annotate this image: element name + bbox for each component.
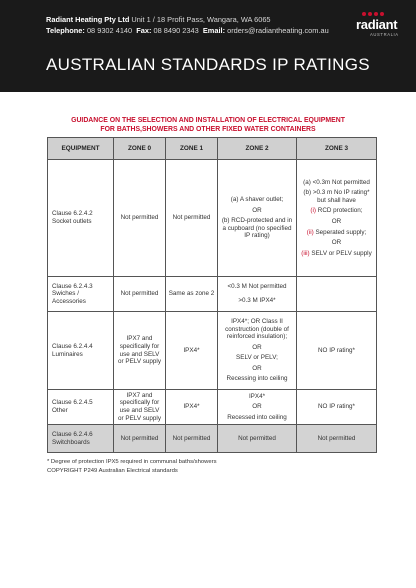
zone-2-option-b: SELV or PELV;	[236, 354, 278, 362]
company-address: Unit 1 / 18 Profit Pass, Wangara, WA 6065	[131, 15, 271, 24]
footnotes	[47, 458, 217, 475]
telephone-label: Telephone:	[46, 26, 85, 35]
table-row-socket-outlets	[48, 160, 377, 277]
header-zone-1: ZONE 1	[166, 138, 218, 160]
guidance-heading	[40, 116, 376, 134]
zone-1-cell: Same as zone 2	[166, 277, 218, 312]
company-address-line	[46, 15, 271, 24]
footnote-ipx5: * Degree of protection IPX5 required in communal baths/showers	[47, 459, 217, 465]
zone-3-option-ii	[299, 229, 374, 237]
zone-1-cell: IPX4*	[166, 390, 218, 425]
zone-3-cell	[297, 160, 377, 277]
table-row-switches	[48, 277, 377, 312]
table-header-row	[48, 138, 377, 160]
or-separator: OR	[252, 343, 262, 351]
header-equipment: EQUIPMENT	[48, 138, 114, 160]
equipment-label: Switchboards	[52, 438, 90, 446]
option-ii-text: Seperated supply;	[315, 228, 367, 236]
zone-0-cell: Not permitted	[114, 277, 166, 312]
or-separator: OR	[331, 218, 342, 225]
option-iii-number: (iii)	[301, 249, 310, 257]
zone-3-cell: NO IP rating*	[297, 390, 377, 425]
header-zone-3: ZONE 3	[297, 138, 377, 160]
zone-2-option-a: IPX4*; OR Class II construction (double of reinforced insulation);	[225, 317, 289, 341]
zone-2-option-a: IPX4*	[248, 392, 266, 400]
zone-3-cell: NO IP rating*	[297, 312, 377, 390]
header-zone-2: ZONE 2	[218, 138, 297, 160]
clause-label: Clause 6.2.4.5	[52, 399, 93, 407]
zone-3-cell: Not permitted	[297, 425, 377, 453]
guidance-line-2: FOR BATHS,SHOWERS AND OTHER FIXED WATER CONTAINERS	[100, 126, 316, 133]
or-separator: OR	[252, 364, 262, 372]
table-row-other	[48, 390, 377, 425]
equipment-label: Other	[52, 407, 68, 414]
equipment-cell	[48, 390, 114, 425]
contact-line	[46, 26, 329, 35]
zone-2-cell	[218, 277, 297, 312]
zone-0-cell: IPX7 and specifically for use and SELV or PELV supply	[114, 312, 166, 390]
equipment-cell	[48, 312, 114, 390]
equipment-label: Socket outlets	[52, 218, 92, 225]
radiant-logo	[354, 10, 404, 38]
guidance-line-1: GUIDANCE ON THE SELECTION AND INSTALLATION OF ELECTRICAL EQUIPMENT	[71, 117, 345, 124]
zone-3-option-b: (b) >0.3 m No IP rating* but shall have	[303, 189, 370, 204]
fax-number: 08 8490 2343	[153, 26, 199, 35]
equipment-cell	[48, 160, 114, 277]
zone-3-option-a: (a) <0.3m Not permitted	[303, 178, 370, 186]
equipment-label: Swiches / Accessories	[52, 290, 86, 305]
or-separator: OR	[252, 403, 262, 411]
zone-2-option-a: <0.3 M Not permitted	[227, 283, 287, 291]
page-header	[0, 0, 416, 92]
option-i-number: (i)	[310, 207, 317, 215]
clause-label: Clause 6.2.4.2	[52, 210, 93, 218]
equipment-label: Luminaires	[52, 350, 83, 358]
zone-2-option-b: >0.3 M IPX4*	[238, 297, 276, 304]
zone-3-option-i	[299, 207, 374, 215]
option-i-text: RCD protection;	[317, 207, 363, 215]
company-name: Radiant Heating Pty Ltd	[46, 15, 130, 24]
or-separator: OR	[331, 239, 342, 247]
table-row-switchboards	[48, 425, 377, 453]
email-address[interactable]: orders@radiantheating.com.au	[227, 26, 329, 35]
zone-1-cell: Not permitted	[166, 160, 218, 277]
zone-2-option-a: (a) A shaver outlet;	[230, 196, 284, 204]
ip-ratings-table	[47, 137, 377, 453]
fax-label: Fax:	[136, 26, 152, 35]
zone-2-option-b: Recessed into ceiling	[227, 413, 287, 421]
equipment-cell	[48, 425, 114, 453]
email-label: Email:	[202, 26, 226, 35]
zone-2-cell	[218, 160, 297, 277]
logo-wordmark: radiant	[356, 17, 398, 32]
option-iii-text: SELV or PELV supply	[311, 249, 372, 257]
zone-3-cell	[297, 277, 377, 312]
clause-label: Clause 6.2.4.6	[52, 430, 93, 438]
zone-2-cell	[218, 390, 297, 425]
zone-2-cell	[218, 312, 297, 390]
zone-1-cell: IPX4*	[166, 312, 218, 390]
zone-2-option-b: (b) RCD-protected and in a cupboard (no specified IP rating)	[221, 217, 293, 240]
header-zone-0: ZONE 0	[114, 138, 166, 160]
zone-1-cell: Not permitted	[166, 425, 218, 453]
telephone-number: 08 9302 4140	[86, 26, 133, 35]
zone-3-option-iii	[299, 250, 374, 258]
table-row-luminaires	[48, 312, 377, 390]
zone-2-option-c: Recessing into ceiling	[226, 375, 288, 383]
clause-label: Clause 6.2.4.4	[52, 342, 93, 350]
page-title: AUSTRALIAN STANDARDS IP RATINGS	[46, 55, 370, 74]
zone-0-cell: IPX7 and specifically for use and SELV or PELV supply	[114, 390, 166, 425]
option-ii-number: (ii)	[306, 228, 314, 236]
zone-2-cell: Not permitted	[218, 425, 297, 453]
footnote-copyright: COPYRIGHT P249 Australian Electrical standards	[47, 467, 178, 474]
zone-0-cell: Not permitted	[114, 425, 166, 453]
equipment-cell	[48, 277, 114, 312]
logo-subtext: AUSTRALIA	[370, 32, 399, 37]
zone-0-cell: Not permitted	[114, 160, 166, 277]
or-separator: OR	[252, 206, 262, 214]
clause-label: Clause 6.2.4.3	[52, 282, 93, 290]
